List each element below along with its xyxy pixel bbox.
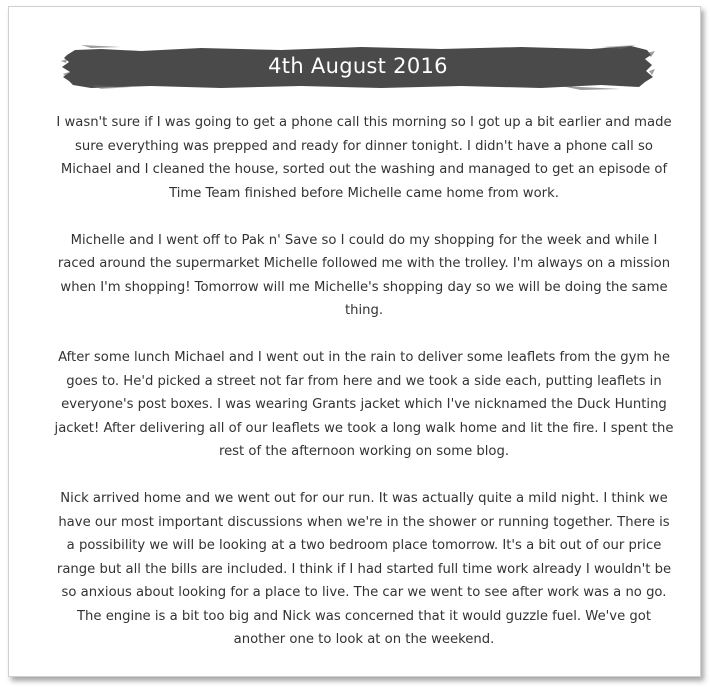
entry-paragraph: After some lunch Michael and I went out in the rain to deliver some leaflets from the gym he goes to. He'd picked a street not far from here and we took a side each, putting leaflets in everyone's post boxes. I was wearing Grants jacket which I've nicknamed the Duck Hunting jacket! After delivering all of our leaflets we took a long walk home and lit the fire. I spent the rest of the afternoon working on some blog.: [54, 350, 674, 459]
entry-body: [53, 111, 675, 675]
entry-paragraph: I wasn't sure if I was going to get a phone call this morning so I got up a bit earlier and made sure everything was prepped and ready for dinner tonight. I didn't have a phone call so Michael and I cleaned the house, sorted out the washing and managed to get an episode of Time Team finished before Michelle came home from work.: [56, 115, 672, 201]
entry-paragraph: Michelle and I went off to Pak n' Save so I could do my shopping for the week and while I raced around the supermarket Michelle followed me with the trolley. I'm always on a mission when I'm shopping! Tomorrow will me Michelle's shopping day so we will be doing the same thing.: [57, 232, 671, 318]
entry-date-title: 4th August 2016: [268, 54, 448, 78]
journal-page: [8, 6, 701, 677]
date-banner: [61, 41, 655, 91]
entry-paragraph: Nick arrived home and we went out for our run. It was actually quite a mild night. I think we have our most important discussions when we're in the shower or running together. There is a possibility we will be looking at a two bedroom place tomorrow. It's a bit out of our price range but all the bills are included. I think if I had started full time work already I wouldn't be so anxious about looking for a place to live. The car we went to see after work was a no go. The engine is a bit too big and Nick was concerned that it would guzzle fuel. We've got another one to look at on the weekend.: [56, 491, 672, 647]
